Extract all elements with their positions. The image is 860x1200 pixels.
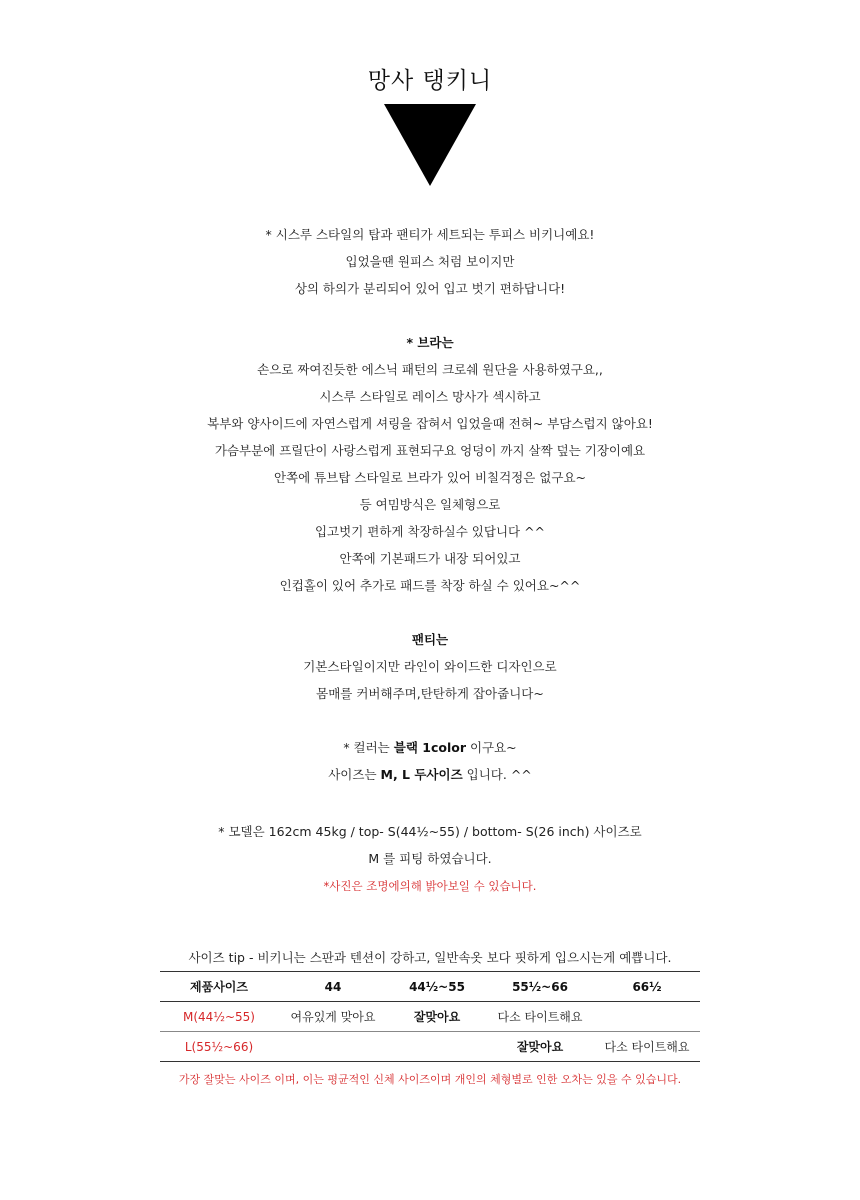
panty-line: 기본스타일이지만 라인이 와이드한 디자인으로 [303, 659, 557, 674]
photo-note: *사진은 조명에의해 밝아보일 수 있습니다. [323, 879, 537, 893]
model-line: * 모델은 162cm 45kg / top- S(44½~55) / bottom- S(26 inch) 사이즈로 [218, 824, 642, 839]
size-line: 사이즈는 M, L 두사이즈 입니다. ^^ [328, 767, 532, 782]
table-header-cell: 44½~55 [388, 972, 486, 1002]
table-header-cell: 제품사이즈 [160, 972, 278, 1002]
table-row [160, 1032, 700, 1062]
bra-line: 손으로 짜여진듯한 에스닉 패턴의 크로쉐 원단을 사용하였구요,, [257, 362, 603, 377]
table-header-row [160, 972, 700, 1002]
size-tip: 사이즈 tip - 비키니는 스판과 텐션이 강하고, 일반속옷 보다 핏하게 입으시는게 예쁩니다. [188, 950, 672, 965]
color-value: 블랙 1color [393, 740, 466, 755]
table-cell: 여유있게 맞아요 [278, 1002, 388, 1032]
bra-line: 복부와 양사이드에 자연스럽게 셔링을 잡혀서 입었을때 전혀~ 부담스럽지 않아요! [207, 416, 653, 431]
bra-line: 안쪽에 튜브탑 스타일로 브라가 있어 비칠걱정은 없구요~ [273, 470, 587, 485]
table-cell: 다소 타이트해요 [486, 1002, 594, 1032]
intro-line: 입었을땐 원피스 처럼 보이지만 [345, 254, 515, 269]
down-triangle-icon [384, 104, 476, 186]
bra-line: 인컵홀이 있어 추가로 패드를 착장 하실 수 있어요~^^ [279, 578, 581, 593]
table-cell: 다소 타이트해요 [594, 1032, 700, 1062]
table-cell: 잘맞아요 [486, 1032, 594, 1062]
table-row [160, 1002, 700, 1032]
table-cell [594, 1002, 700, 1032]
intro-line: * 시스루 스타일의 탑과 팬티가 세트되는 투피스 비키니예요! [265, 227, 595, 242]
size-value: M, L 두사이즈 [380, 767, 463, 782]
table-cell [388, 1032, 486, 1062]
table-header-cell: 44 [278, 972, 388, 1002]
disclaimer: 가장 잘맞는 사이즈 이며, 이는 평균적인 신체 사이즈이며 개인의 체형별로 인한 오차는 있을 수 있습니다. [178, 1073, 682, 1086]
bra-heading: * 브라는 [406, 335, 454, 350]
table-header-cell: 66½ [594, 972, 700, 1002]
bra-line: 가슴부분에 프릴단이 사랑스럽게 표현되구요 엉덩이 까지 살짝 덮는 기장이예요 [214, 443, 646, 458]
bra-line: 등 여밈방식은 일체형으로 [359, 497, 501, 512]
table-cell [278, 1032, 388, 1062]
intro-line: 상의 하의가 분리되어 있어 입고 벗기 편하답니다! [294, 281, 566, 296]
bra-line: 안쪽에 기본패드가 내장 되어있고 [339, 551, 521, 566]
size-table [160, 971, 700, 1062]
model-line: M 를 피팅 하였습니다. [368, 851, 492, 866]
table-cell: 잘맞아요 [388, 1002, 486, 1032]
table-header-cell: 55½~66 [486, 972, 594, 1002]
panty-heading: 팬티는 [411, 632, 449, 647]
page-title: 망사 탱키니 [367, 68, 493, 94]
panty-line: 몸매를 커버해주며,탄탄하게 잡아줍니다~ [316, 686, 544, 701]
size-label-cell: L(55½~66) [160, 1032, 278, 1062]
bra-line: 시스루 스타일로 레이스 망사가 섹시하고 [319, 389, 541, 404]
color-line: * 컬러는 블랙 1color 이구요~ [343, 740, 517, 755]
size-label-cell: M(44½~55) [160, 1002, 278, 1032]
bra-line: 입고벗기 편하게 착장하실수 있답니다 ^^ [314, 524, 546, 539]
